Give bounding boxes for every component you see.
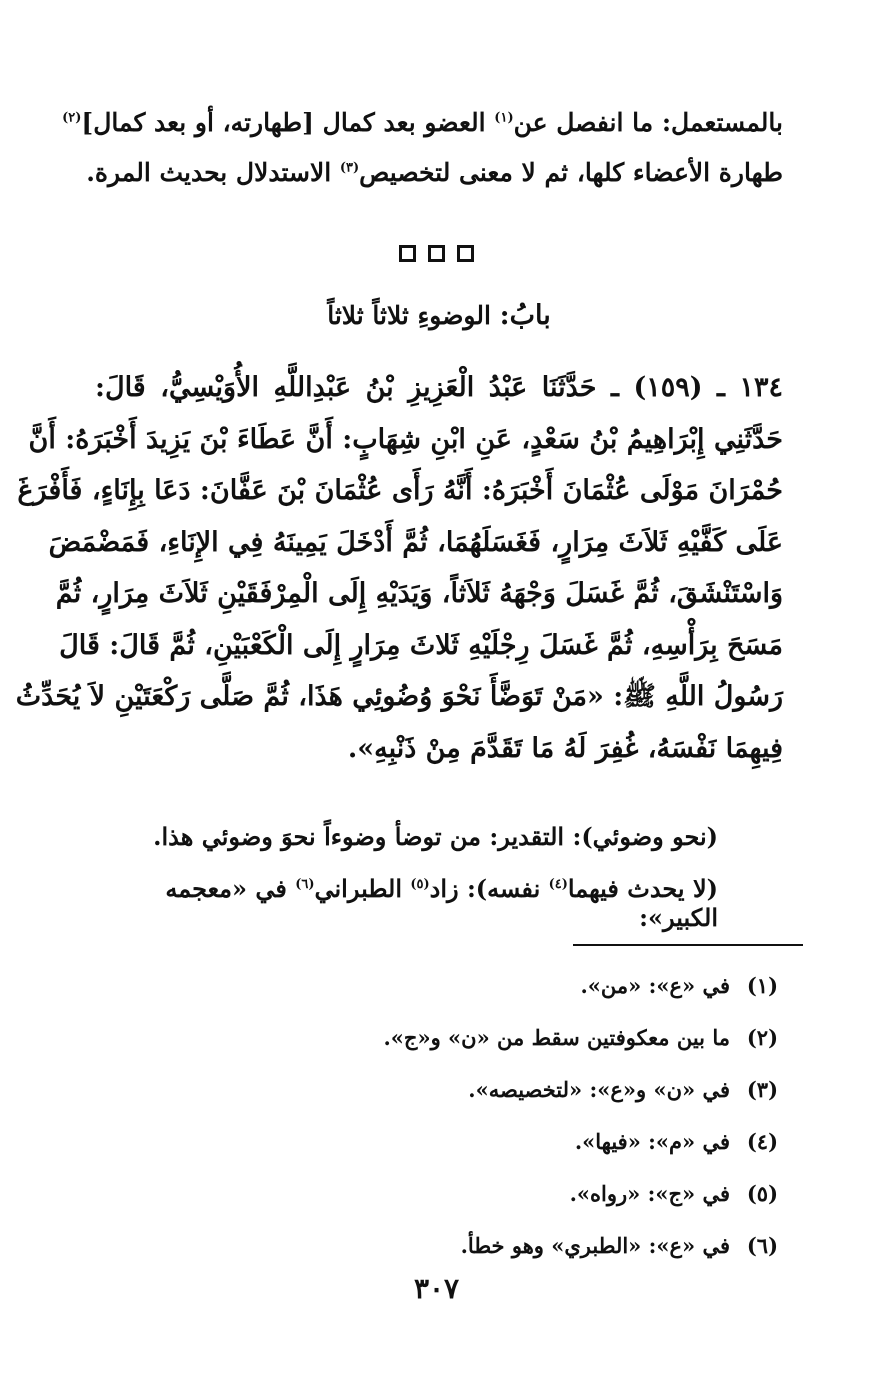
footnotes-list: [95, 960, 778, 1272]
footnote-item: (٣) في «ن» و«ع»: «لتخصيصه».: [468, 1077, 778, 1102]
hadith-line: وَاسْتَنْشَقَ، ثُمَّ غَسَلَ وَجْهَهُ ثَلاَثاً، وَيَدَيْهِ إِلَى الْمِرْفَقَيْنِ ثَلاَثَ مِرَارٍ، ثُمَّ: [55, 578, 783, 609]
chapter-heading: [95, 300, 783, 331]
hadith-text: [15, 362, 783, 774]
page-number: ٣٠٧: [413, 1272, 460, 1305]
footnote-ref-1: (١): [494, 110, 514, 126]
intro-line-1: بالمستعمل: ما انفصل عن$^{(١)}$ العضو بعد كمال [طهارته، أو بعد كمال]$^{(٢)}$: [62, 108, 783, 137]
footnote-ref-4: (٤): [548, 877, 568, 892]
footnote-item: (٦) في «ع»: «الطبري» وهو خطأ.: [460, 1233, 778, 1258]
footnote-ref-2: (٢): [62, 110, 82, 126]
footnote-item: (٢) ما بين معكوفتين سقط من «ن» و«ج».: [383, 1025, 778, 1050]
hadith-line: ١٣٤ ـ (١٥٩) ـ حَدَّثَنَا عَبْدُ الْعَزِيزِ بْنُ عَبْدِاللَّهِ الأُوَيْسِيُّ، قَالَ:: [95, 372, 783, 403]
divider-square-icon: [457, 245, 474, 262]
hadith-line: حَدَّثَنِي إِبْرَاهِيمُ بْنُ سَعْدٍ، عَنِ ابْنِ شِهَابٍ: أَنَّ عَطَاءَ بْنَ يَزِيدَ أَخْبَرَهُ: أَنَّ: [28, 423, 783, 455]
hadith-line: فِيهِمَا نَفْسَهُ، غُفِرَ لَهُ مَا تَقَدَّمَ مِنْ ذَنْبِهِ».: [347, 732, 783, 764]
section-divider: [0, 245, 873, 262]
divider-square-icon: [428, 245, 445, 262]
intro-paragraph: [62, 98, 783, 198]
commentary-line-1: (نحو وضوئي): التقدير: من توضأ وضوءاً نحوَ وضوئي هذا.: [153, 822, 718, 851]
commentary-line-2: (لا يحدث فيهما$^{(٤)}$ نفسه): زاد$^{(٥)}$ الطبراني$^{(٦)}$ في «معجمه الكبير»:: [165, 874, 718, 932]
footnote-item: (٤) في «م»: «فيها».: [574, 1129, 778, 1154]
hadith-line: مَسَحَ بِرَأْسِهِ، ثُمَّ غَسَلَ رِجْلَيْهِ ثَلاثَ مِرَارٍ إِلَى الْكَعْبَيْنِ، ثُمَّ قَالَ: قَالَ: [59, 629, 783, 661]
footnote-ref-3: (٣): [339, 160, 360, 176]
chapter-label: بابُ:: [499, 300, 551, 331]
footnote-item: (٥) في «ج»: «رواه».: [569, 1181, 778, 1206]
intro-line-2: طهارة الأعضاء كلها، ثم لا معنى لتخصيص$^{(٣)}$ الاستدلال بحديث المرة.: [86, 158, 783, 187]
chapter-title: الوضوءِ ثلاثاً ثلاثاً: [327, 301, 491, 330]
footnote-separator: [573, 944, 803, 946]
footnote-item: (١) في «ع»: «من».: [580, 973, 778, 998]
hadith-line: حُمْرَانَ مَوْلَى عُثْمَانَ أَخْبَرَهُ: أَنَّهُ رَأَى عُثْمَانَ بْنَ عَفَّانَ: دَعَا بِإِنَاءٍ، فَأَفْرَغَ: [17, 475, 783, 506]
hadith-line: عَلَى كَفَّيْهِ ثَلاَثَ مِرَارٍ، فَغَسَلَهُمَا، ثُمَّ أَدْخَلَ يَمِينَهُ فِي الإِنَاءِ، فَمَضْمَضَ: [48, 526, 783, 558]
footnote-ref-5: (٥): [410, 877, 430, 892]
divider-square-icon: [399, 245, 416, 262]
footnote-ref-6: (٦): [295, 877, 315, 892]
hadith-line: رَسُولُ اللَّهِ ﷺ: «مَنْ تَوَضَّأَ نَحْوَ وُضُوئِي هَذَا، ثُمَّ صَلَّى رَكْعَتَيْنِ لاَ يُحَدِّثُ: [15, 681, 783, 712]
